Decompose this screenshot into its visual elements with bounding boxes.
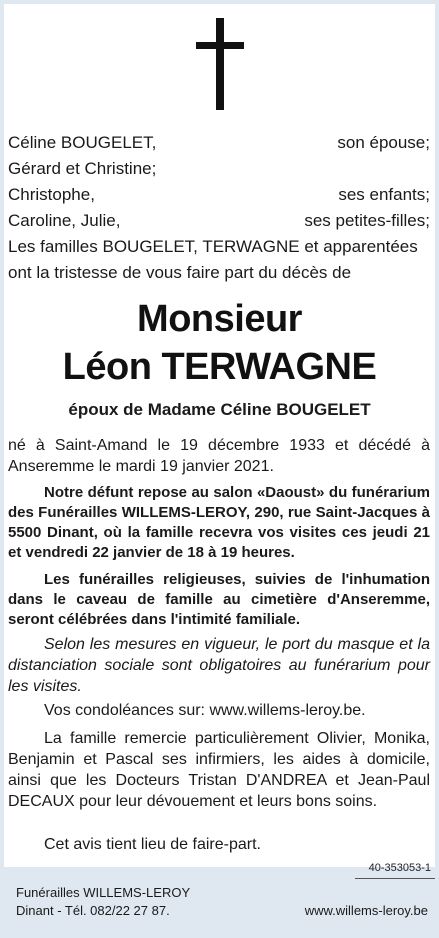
- phone-number: Dinant - Tél. 082/22 27 87.: [16, 903, 170, 918]
- spouse-line: époux de Madame Céline BOUGELET: [68, 400, 371, 419]
- deceased-title: Monsieur: [137, 298, 302, 340]
- divider: [355, 878, 435, 879]
- website-link[interactable]: www.willems-leroy.be: [304, 903, 428, 918]
- thanks-paragraph: La famille remercie particulièrement Olivier, Monika, Benjamin et Pascal ses infirmiers, les aides à domicile, ainsi que les Docteurs Tristan D'ANDREA et Jean-Paul DECAUX pour leur dévouement et leurs bons soins.: [8, 730, 430, 810]
- family-row: Gérard et Christine;: [8, 159, 157, 178]
- birth-paragraph: né à Saint-Amand le 19 décembre 1933 et décédé à Anseremme le mardi 19 janvier 2021.: [8, 437, 430, 475]
- condolences-paragraph: Vos condoléances sur: www.willems-leroy.be.: [44, 702, 366, 719]
- funeral-paragraph: Les funérailles religieuses, suivies de l'inhumation dans le caveau de famille au cimetière d'Anseremme, seront célébrées dans l'intimité familiale.: [8, 571, 430, 628]
- company-name: Funérailles WILLEMS-LEROY: [16, 885, 191, 900]
- family-row: Caroline, Julie, ses petites-filles;: [8, 211, 430, 230]
- notice-paragraph: Cet avis tient lieu de faire-part.: [44, 836, 261, 853]
- deceased-name: Léon TERWAGNE: [62, 346, 377, 388]
- reference-number: 40-353053-1: [368, 862, 431, 874]
- visitation-paragraph: Notre défunt repose au salon «Daoust» du funérarium des Funérailles WILLEMS-LEROY, 290, rue Saint-Jacques à 5500 Dinant, où la famille recevra vos visites ces jeudi 21 et vendredi 22 janvier de 18 à 19 heures.: [8, 484, 430, 561]
- family-row: Christophe, ses enfants;: [8, 185, 430, 204]
- footer: [16, 884, 428, 920]
- family-row: Les familles BOUGELET, TERWAGNE et apparentées: [8, 237, 418, 256]
- family-row: Céline BOUGELET, son épouse;: [8, 133, 430, 152]
- measures-paragraph: Selon les mesures en vigueur, le port du masque et la distanciation sociale sont obligatoires au funérarium pour les visites.: [8, 636, 430, 695]
- family-list: [8, 130, 430, 286]
- cross-icon: [196, 18, 244, 110]
- family-row: ont la tristesse de vous faire part du décès de: [8, 263, 352, 282]
